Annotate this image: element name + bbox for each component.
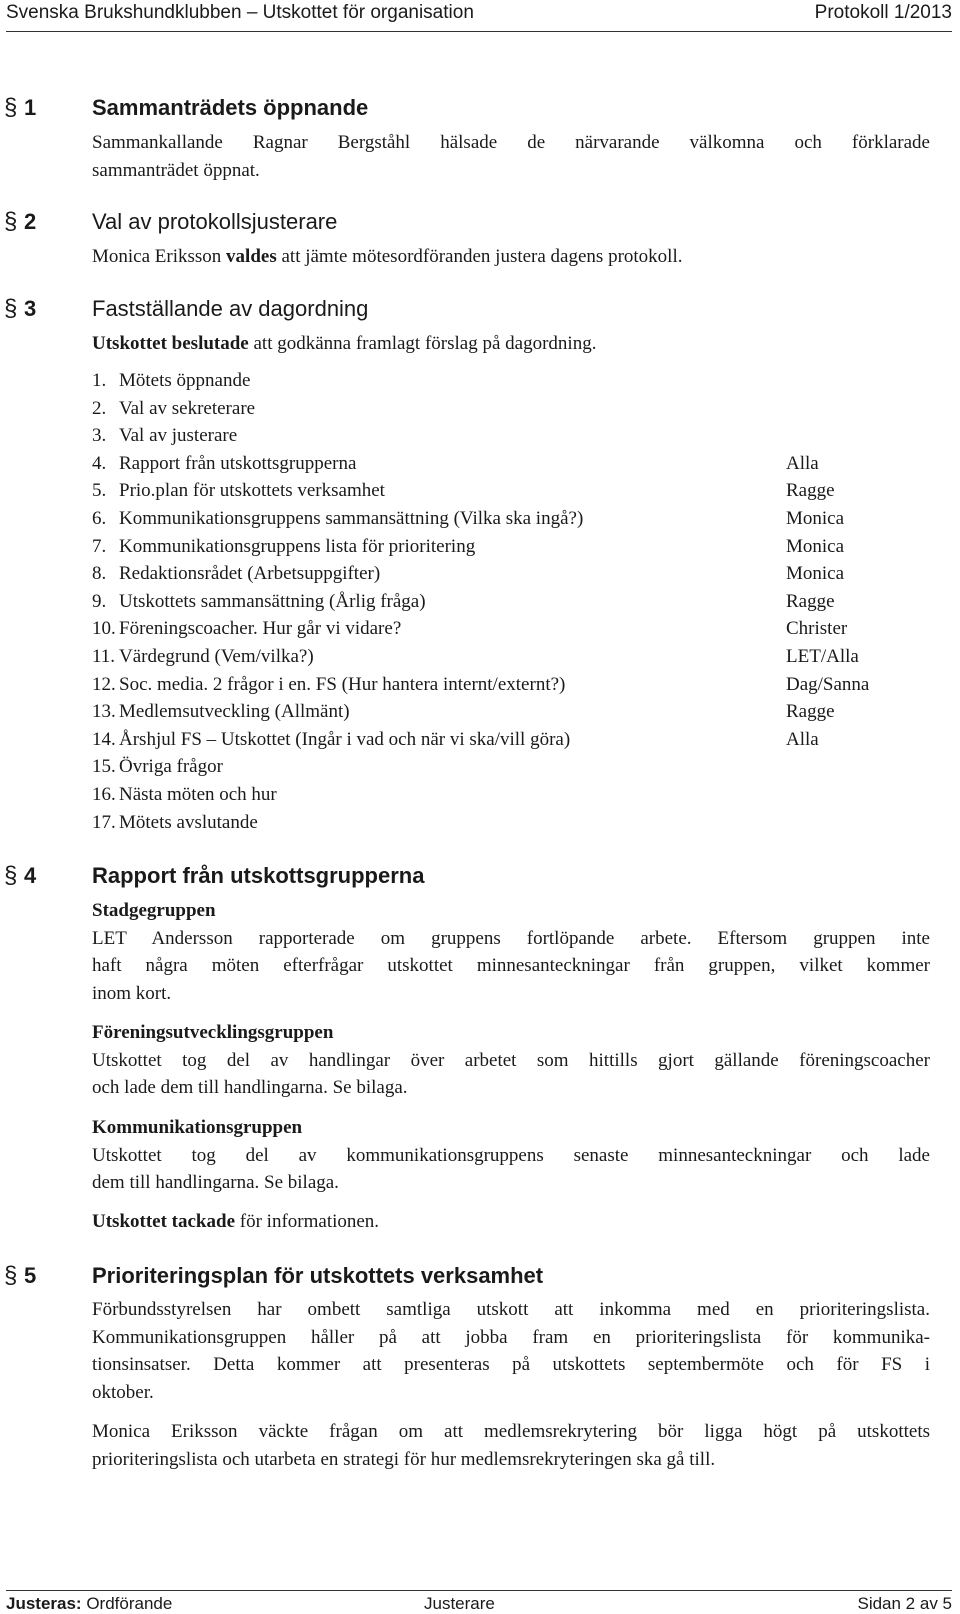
item-number: 2. xyxy=(92,397,107,419)
item-number: 3. xyxy=(92,425,107,447)
list-item xyxy=(92,701,912,729)
section-title: Val av protokollsjusterare xyxy=(92,209,338,234)
item-number: 8. xyxy=(92,563,107,585)
list-item xyxy=(92,618,912,646)
body-line: Utskottet tog del av handlingar över arbetet som hittills gjort gällande föreningscoacher xyxy=(92,1049,930,1071)
footer-signature-label xyxy=(6,1594,172,1614)
body-line: Kommunikationsgruppen håller på att jobba fram en prioriteringslista för kommunika- xyxy=(92,1326,930,1348)
item-responsible: Ragge xyxy=(786,701,835,723)
item-text: Årshjul FS – Utskottet (Ingår i vad och när vi ska/vill göra) xyxy=(119,728,571,750)
section-title: Sammanträdets öppnande xyxy=(92,95,369,120)
item-text: Rapport från utskottsgrupperna xyxy=(119,452,357,474)
item-text: Redaktionsrådet (Arbetsuppgifter) xyxy=(119,563,381,585)
paragraph-symbol: § xyxy=(4,94,18,121)
page-header xyxy=(6,0,952,26)
section-number: 4 xyxy=(24,863,37,888)
item-text: Övriga frågor xyxy=(119,756,223,778)
list-item xyxy=(92,784,912,812)
body-text-bold: Utskottet tackade xyxy=(92,1211,236,1232)
section-3-body xyxy=(92,330,930,358)
item-number: 1. xyxy=(92,370,107,391)
body-line: Utskottet tog del av kommunikationsgruppens senaste minnesanteckningar och lade xyxy=(92,1144,930,1166)
item-number: 9. xyxy=(92,590,107,612)
item-text: Prio.plan för utskottets verksamhet xyxy=(119,480,385,502)
body-line: inom kort. xyxy=(92,982,172,1004)
item-number: 10. xyxy=(92,618,116,640)
subsection-heading: Kommunikationsgruppen xyxy=(92,1117,303,1138)
header-org: Svenska Brukshundklubben – Utskottet för organisation xyxy=(6,2,474,23)
item-number: 11. xyxy=(92,645,116,667)
item-responsible: Monica xyxy=(786,507,845,529)
paragraph-symbol: § xyxy=(4,1262,18,1289)
list-item xyxy=(92,591,912,619)
agenda-list xyxy=(92,370,912,839)
list-item xyxy=(92,508,912,536)
item-text: Val av sekreterare xyxy=(119,397,256,419)
body-text-bold: Utskottet beslutade xyxy=(92,333,249,354)
item-responsible: Alla xyxy=(786,452,819,474)
stadgegruppen-block xyxy=(92,897,930,1007)
item-text: Nästa möten och hur xyxy=(119,783,277,805)
list-item xyxy=(92,480,912,508)
item-number: 14. xyxy=(92,728,116,750)
list-item xyxy=(92,398,912,426)
item-text: Värdegrund (Vem/vilka?) xyxy=(119,645,314,667)
list-item xyxy=(92,756,912,784)
footer-divider xyxy=(6,1590,952,1591)
item-text: Utskottets sammansättning (Årlig fråga) xyxy=(119,590,426,612)
section-number: 5 xyxy=(24,1263,37,1288)
list-item xyxy=(92,812,912,840)
item-number: 17. xyxy=(92,811,116,833)
list-item xyxy=(92,563,912,591)
item-number: 12. xyxy=(92,673,116,695)
section-title: Prioriteringsplan för utskottets verksamhet xyxy=(92,1263,544,1288)
item-text: Mötets öppnande xyxy=(119,370,251,391)
item-responsible: Ragge xyxy=(786,590,835,612)
section-5-paragraph-2 xyxy=(92,1418,930,1473)
section-title: Fastställande av dagordning xyxy=(92,296,369,321)
header-protocol: Protokoll 1/2013 xyxy=(814,2,952,23)
footer-label-value: Ordförande xyxy=(81,1594,173,1613)
body-line: Monica Eriksson väckte frågan om att medlemsrekrytering bör ligga högt på utskottets xyxy=(92,1421,930,1442)
page-footer xyxy=(6,1594,952,1614)
body-line xyxy=(92,1208,930,1236)
body-line: tionsinsatser. Detta kommer att presenteras på utskottets septembermöte och för FS i xyxy=(92,1354,930,1375)
item-text: Kommunikationsgruppens lista för prioritering xyxy=(119,535,476,557)
list-item xyxy=(92,729,912,757)
item-text: Kommunikationsgruppens sammansättning (Vilka ska ingå?) xyxy=(119,507,584,529)
body-line: Sammankallande Ragnar Bergståhl hälsade de närvarande välkomna och förklarade xyxy=(92,132,930,153)
item-number: 6. xyxy=(92,507,107,529)
section-5-paragraph-1 xyxy=(92,1296,930,1406)
body-line: sammanträdet öppnat. xyxy=(92,159,260,181)
foreningsutveckling-block xyxy=(92,1019,930,1102)
section-number: 1 xyxy=(24,95,37,120)
body-line: haft några möten efterfrågar utskottet minnesanteckningar från gruppen, vilket kommer xyxy=(92,955,930,976)
item-responsible: Monica xyxy=(786,535,845,557)
item-text: Medlemsutveckling (Allmänt) xyxy=(119,701,350,723)
item-text: Val av justerare xyxy=(119,425,238,447)
subsection-heading: Stadgegruppen xyxy=(92,900,216,921)
list-item xyxy=(92,646,912,674)
paragraph-symbol: § xyxy=(4,862,18,889)
body-text: Monica Eriksson xyxy=(92,246,227,267)
body-line: prioriteringslista och utarbeta en strategi för hur medlemsrekryteringen ska gå till. xyxy=(92,1448,716,1470)
item-number: 4. xyxy=(92,452,107,474)
item-number: 15. xyxy=(92,756,116,778)
header-divider xyxy=(6,31,952,32)
section-number: 2 xyxy=(24,209,37,234)
section-number: 3 xyxy=(24,296,37,321)
item-number: 5. xyxy=(92,480,107,502)
item-number: 16. xyxy=(92,783,116,805)
list-item xyxy=(92,674,912,702)
list-item xyxy=(92,425,912,453)
footer-page-number: Sidan 2 av 5 xyxy=(857,1594,952,1613)
item-number: 7. xyxy=(92,535,107,557)
list-item xyxy=(92,370,912,398)
body-text: för informationen. xyxy=(235,1211,380,1232)
item-responsible: Ragge xyxy=(786,480,835,502)
paragraph-symbol: § xyxy=(4,208,18,235)
subsection-heading: Föreningsutvecklingsgruppen xyxy=(92,1022,334,1043)
body-line: LET Andersson rapporterade om gruppens fortlöpande arbete. Eftersom gruppen inte xyxy=(92,927,930,949)
item-text: Föreningscoacher. Hur går vi vidare? xyxy=(119,618,402,640)
body-line: och lade dem till handlingarna. Se bilaga. xyxy=(92,1077,408,1098)
body-line: dem till handlingarna. Se bilaga. xyxy=(92,1172,339,1193)
body-line: Förbundsstyrelsen har ombett samtliga utskott att inkomma med en prioriteringslista. xyxy=(92,1299,930,1320)
item-responsible: Alla xyxy=(786,728,819,750)
item-responsible: LET/Alla xyxy=(786,645,859,667)
list-item xyxy=(92,536,912,564)
body-line: oktober. xyxy=(92,1381,154,1403)
item-responsible: Dag/Sanna xyxy=(786,673,870,695)
body-text: att jämte mötesordföranden justera dagens protokoll. xyxy=(276,246,683,267)
item-text: Soc. media. 2 frågor i en. FS (Hur hantera internt/externt?) xyxy=(119,673,566,695)
body-line xyxy=(92,330,930,358)
section-1-body xyxy=(92,129,930,184)
section-2-body xyxy=(92,243,930,271)
item-responsible: Monica xyxy=(786,563,845,585)
body-text-bold: valdes xyxy=(226,246,277,267)
item-number: 13. xyxy=(92,701,116,723)
list-item xyxy=(92,453,912,481)
item-text: Mötets avslutande xyxy=(119,811,258,833)
item-responsible: Christer xyxy=(786,618,848,640)
section-title: Rapport från utskottsgrupperna xyxy=(92,863,425,888)
footer-label-bold: Justeras: xyxy=(6,1594,82,1613)
body-line xyxy=(92,243,930,271)
footer-justerare: Justerare xyxy=(424,1594,495,1613)
section-4-closing xyxy=(92,1208,930,1236)
kommunikation-block xyxy=(92,1114,930,1197)
body-text: att godkänna framlagt förslag på dagordning. xyxy=(248,333,597,354)
paragraph-symbol: § xyxy=(4,295,18,322)
